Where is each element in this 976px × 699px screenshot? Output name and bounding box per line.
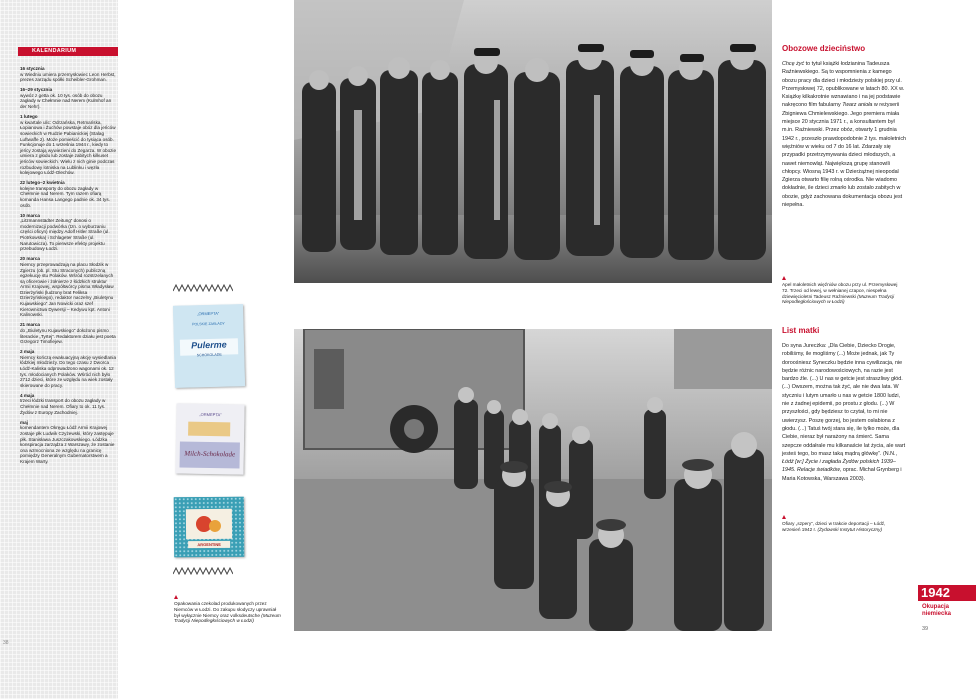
camp-photo-caption: [782, 276, 902, 305]
calendar-body: [20, 66, 116, 469]
text-part: w reżyserii Zbigniewa Chmielewskiego. Jego premiera miała miejsce 20 stycznia 1971 r., a konsultantem był m.in. Raźniewski. Przez obóz, otwarty 1 grudnia 1942 r., przeszło prawdopodobnie 2 tys. małoletnich więźniów w wieku od 7 do 16 lat. Zdarzały się przypadki przetrzymywania dzieci młodszych, a nawet niemowląt. Największą grupę stanowili chłopcy. Wiosną 1943 r. w Dzierżążnej nieopodal Zgierza otwarto filię rolną ośrodka. Nie wiadomo dokładnie, ile dzieci zmarło lub zostało zabitych w obozie, gdyż zachowana dokumentacja obozu jest niepełna.: [782, 102, 907, 209]
calendar-text: wywóz z getta ok. 10 tys. osób do obozu zagłady w Chełmnie nad Nerem (Kulmhof an der Nehr).: [20, 92, 112, 110]
photo-deportation: [294, 329, 772, 631]
caption-marker-icon: [782, 276, 786, 280]
section-paragraph: [782, 342, 907, 483]
year-badge: 1942: [918, 585, 976, 601]
calendar-entry: [20, 114, 116, 176]
calendar-text: w Wiedniu umiera przemysłowiec Leon Herbst, prezes zarządu spółki Scheibler-Grohman.: [20, 71, 116, 83]
calendar-text: Niemcy kończą ewakuacyjną akcję wysiedlania łódzkiej młodzieży. Do tego czasu z Dworca Łódź-Kaliska odprowadzono wagonami ok. 12 tys. młodocianych Polaków. Wśród nich było 2712 dzieci, które ze względu na wiek zostały skierowane do pracy.: [20, 354, 117, 388]
calendar-text: do „Biuletynu Kujawskiego” dołożono pismo literackie „Tyrtej”. Redaktorem działu jest poeta Grzegorz Timofiejew.: [20, 327, 116, 345]
zigzag-divider: [173, 566, 233, 576]
calendar-date: 4 maja: [20, 392, 35, 398]
text-part: to tytuł książki łodzianina Tadeusza Raźniewskiego. Są to wspomnienia z kamego obozu pracy dla dzieci i młodzieży polskiej przy ul. Przemysłowej 72, opublikowane w latach 80. XX w. Książkę kilkakrotnie wznawiano i na jej podstawie nakręcono film fabularny: [782, 61, 905, 109]
caption-text: Apel małoletnich więźniów obozu przy ul. Przemysłowej 72. Trzeci od lewej, w wełnianej czapce, niespełna dziewięcioletni Tadeusz Raźniewski: [782, 282, 898, 299]
side-page-number: 38: [3, 640, 9, 646]
chocolate-wrapper-argentine: [174, 497, 245, 558]
wrapper-name: Pulerme: [191, 339, 227, 351]
calendar-text: w kwartale ulic: Odrzańska, Retmańska, Łopianowa i Żuchów powstaje obóz dla jeńców sowieckich w Rudzie Pabianickiej (Stalag Luftwaffe 2). Może pomieścić do tysiąca osób. Funkcjonuje do 1 września 1944 r., kiedy to jeńcy zostają wywiezieni do Zegarza. W obozie umiera z głodu lub zostaje zabitych kilkuset jeńców sowieckich. Wielu z nich ginie podczas rozbudowy lotniska na Lublinku i węzła kolejowego Łódź-Olechów.: [20, 119, 117, 176]
chocolate-wrapper-pulerme: [173, 304, 245, 388]
calendar-date: 21 marca: [20, 322, 40, 328]
calendar-date: 22 lutego–2 kwietnia: [20, 180, 65, 186]
wrapper-line: POLSKIE ZAKŁADY: [191, 321, 225, 327]
caption-source: (Muzeum Tradycji Niepodległościowych w Łodzi): [782, 293, 895, 305]
calendar-entry: [20, 256, 116, 318]
section-title-letter: List matki: [782, 326, 820, 335]
calendar-date: 1 lutego: [20, 114, 38, 120]
source-title: Łódź [w:] Życie i zagłada Żydów polskich 1939–1945. Relacje świadków: [782, 459, 896, 474]
zigzag-divider: [173, 283, 233, 293]
film-title: Twarz anioła: [842, 102, 873, 109]
calendar-entry: [20, 213, 116, 252]
wrapper-sub: SCHOKOLADE: [196, 352, 222, 358]
caption-marker-icon: [174, 595, 178, 599]
calendar-entry: [20, 180, 116, 208]
page-number: 39: [922, 626, 929, 632]
book-title: Chcę żyć: [782, 61, 805, 67]
caption-source: (Muzeum Tradycji Niepodległościowych w Łodzi): [174, 612, 281, 624]
badge-line: Okupacja: [922, 604, 950, 610]
calendar-text: Niemcy przeprowadzają na placu Słodzik w Zgierzu (ob. pl. Stu Straconych) publiczną egzekucję stu Polaków. Wśród rozstrzelanych są oficerowie i żołnierze z łódzkich struktur Armii Krajowej, współtwórcy pisma Władysław Dzierżyński (ludzony brat Feliksa Dzierżyńskiego), redaktor naczelny „Biuletynu Kujawskiego” Jan Nowicki oraz szef Kierownictwa Dywersji – Kedywu kpt. Antoni Kalinowski.: [20, 261, 114, 318]
section-body-letter: [782, 342, 907, 483]
caption-source: (Żydowski Instytut Historyczny): [817, 526, 883, 532]
photo-deportation-image: [294, 329, 772, 631]
calendar-date: 16–29 stycznia: [20, 87, 53, 93]
calendar-entry: [20, 322, 116, 344]
section-body-camp: [782, 60, 907, 209]
calendar-entry: [20, 420, 116, 465]
wrapper-name: Milch-Schokolade: [184, 449, 236, 459]
calendar-entry: [20, 393, 116, 415]
wrapper-pattern: [174, 497, 245, 558]
calendar-text: komendantem Okręgu Łódź Armii Krajowej zostaje płk Ludwik Czyżewski, który zastępuje płk. Stanisława Juszczakowskiego. Łódzka konspiracja zarządza z Warszawy, że zostanie ona wzmocniona ze względu na granicę pomiędzy Generalnym Gubernatorstwem a Krajem Warty.: [20, 425, 115, 464]
badge-line: niemiecka: [922, 611, 952, 618]
section-title-camp: Obozowe dzieciństwo: [782, 44, 866, 53]
wrapper-name: ARGENTINE: [197, 541, 221, 548]
wrapper-brand: „ORMEPTA”: [199, 411, 222, 418]
calendar-text: „Litzmannstädter Zeitung” donosi o modernizacji podwórka (tzn. o wyburzaniu części oficyn) między Adolf Hitler Straße (ul. Piotrkowska) i Schlageter Straße (ul. Narutowicza). To pierwsze efekty projektu przebudowy Łodzi.: [20, 218, 110, 252]
caption-marker-icon: [782, 515, 786, 519]
photo-camp-children-image: [294, 0, 772, 283]
calendar-text: kolejne transporty do obozu zagłady w Chełmnie nad Nerem. Tym razem ofiarą komanda Hansa Langego padnie ok. 34 tys. osób.: [20, 185, 110, 208]
chocolate-wrapper-milch: [175, 403, 244, 474]
text-part: Do syna Jurecżka: „Dla Ciebie, Dziecko Drogie, robiliśmy, ile mogliśmy (...) Może jednak, jak Ty doroośniesz Syneczku będzie inna cywilizacja, nie będzie różnic narodowościowych, na razie jest bardzo źle. (...) U nas w getcie jest straszliwy głód. (...) Owszem, można tak żyć, ale nie dwa lata. W styczniu i lutym umarło u nas w getcie 1800 ludzi, nie z żadnej epidemii, po prostu z głodu. (...) W przyszłości, gdy będziesz to czytał, to mi nie uwierzysz. Poszę gorzej, bo jestem osłabiona z głodu. (...) Tatuś twój stara się, ile tylko może, dla Ciebie, nieraz był narażony na śmierć. Sama szepcze oddałrale mu kilkanaście lat życia, ale wart jesteś tego, bo masz taką mądrą główkę”. (N.N.,: [782, 343, 906, 457]
calendar-date: 2 maja: [20, 349, 35, 355]
calendar-text: trzeci łódzki transport do obozu zagłady w Chełmnie nad Nerem. Ofiary to ok. 11 tys. Żydów z Europy Zachodniej.: [20, 398, 106, 415]
deportation-photo-caption: [782, 515, 902, 533]
products-caption: [174, 595, 282, 624]
calendar-header: KALENDARIUM: [18, 47, 118, 56]
photo-camp-children: [294, 0, 772, 283]
text-part: , oprac. Michał Grynberg i Maria Kotowska, Warszawa 2003).: [782, 467, 902, 482]
calendar-date: 16 stycznia: [20, 66, 45, 71]
calendar-date: 20 marca: [20, 256, 40, 262]
calendar-date: 10 marca: [20, 212, 40, 218]
wrapper-brand: „ORMEPTA”: [197, 310, 220, 317]
calendar-entry: [20, 66, 116, 83]
caption-text: Opakowania czekolad produkowanych przez Niemców w Łodzi. Do zakupu słodyczy uprawniał był wyłącznie Niemcy oraz volksdeutsche: [174, 601, 277, 618]
calendar-entry: [20, 87, 116, 109]
calendar-date: maj: [20, 419, 28, 425]
badge-subtitle: [922, 604, 951, 618]
caption-text: Ofiary „szpery”, dzieci w trakcie deportacji – Łódź, wrzesień 1942 r.: [782, 521, 886, 532]
calendar-entry: [20, 349, 116, 388]
section-paragraph: [782, 60, 907, 209]
